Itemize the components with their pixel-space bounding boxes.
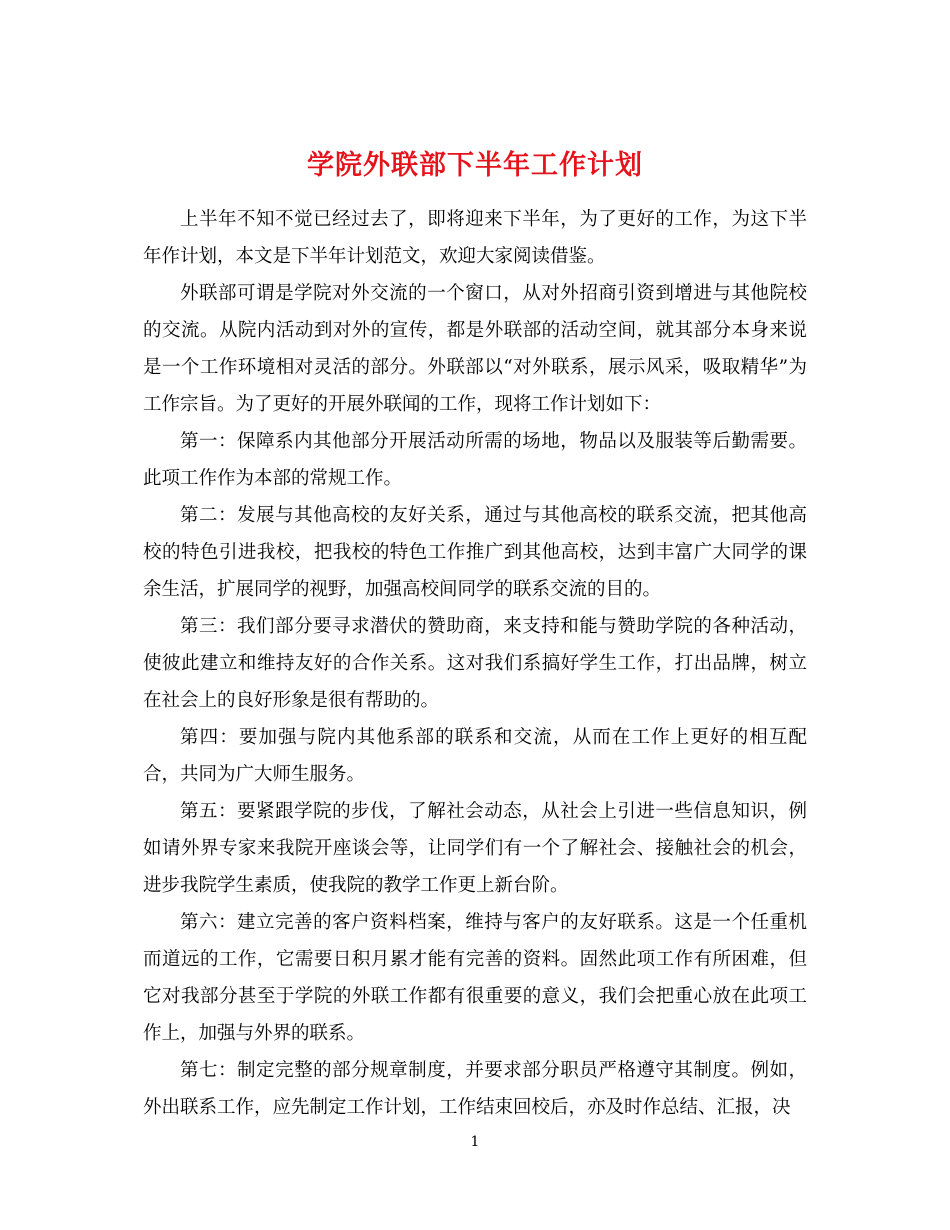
document-body [143, 201, 807, 1126]
page-number: 1 [470, 1134, 480, 1150]
paragraph-intro: 上半年不知不觉已经过去了，即将迎来下半年，为了更好的工作，为这下半年作计划，本文是下半年计划范文，欢迎大家阅读借鉴。 [143, 209, 807, 267]
paragraph-item-2: 第二：发展与其他高校的友好关系，通过与其他高校的联系交流，把其他高校的特色引进我校，把我校的特色工作推广到其他高校，达到丰富广大同学的课余生活，扩展同学的视野，加强高校间同学的联系交流的目的。 [143, 505, 807, 600]
paragraph-item-6: 第六：建立完善的客户资料档案，维持与客户的友好联系。这是一个任重机而道远的工作，它需要日积月累才能有完善的资料。固然此项工作有所困难，但它对我部分甚至于学院的外联工作都有很重要的意义，我们会把重心放在此项工作上，加强与外界的联系。 [143, 912, 807, 1044]
paragraph-item-4: 第四：要加强与院内其他系部的联系和交流，从而在工作上更好的相互配合，共同为广大师生服务。 [143, 727, 807, 785]
paragraph-overview: 外联部可谓是学院对外交流的一个窗口，从对外招商引资到增进与其他院校的交流。从院内活动到对外的宣传，都是外联部的活动空间，就其部分本身来说是一个工作环境相对灵活的部分。外联部以“对外联系，展示风采，吸取精华”为工作宗旨。为了更好的开展外联闻的工作，现将工作计划如下： [143, 283, 807, 415]
paragraph-item-3: 第三：我们部分要寻求潜伏的赞助商，来支持和能与赞助学院的各种活动，使彼此建立和维持友好的合作关系。这对我们系搞好学生工作，打出品牌，树立在社会上的良好形象是很有帮助的。 [143, 616, 807, 711]
document-title: 学院外联部下半年工作计划 [307, 150, 643, 182]
paragraph-item-5: 第五：要紧跟学院的步伐，了解社会动态，从社会上引进一些信息知识，例如请外界专家来我院开座谈会等，让同学们有一个了解社会、接触社会的机会，进步我院学生素质，使我院的教学工作更上新台阶。 [143, 801, 807, 896]
paragraph-item-7: 第七：制定完整的部分规章制度，并要求部分职员严格遵守其制度。例如，外出联系工作，应先制定工作计划，工作结束回校后，亦及时作总结、汇报，决 [143, 1060, 807, 1118]
paragraph-item-1: 第一：保障系内其他部分开展活动所需的场地，物品以及服装等后勤需要。此项工作作为本部的常规工作。 [143, 431, 807, 489]
